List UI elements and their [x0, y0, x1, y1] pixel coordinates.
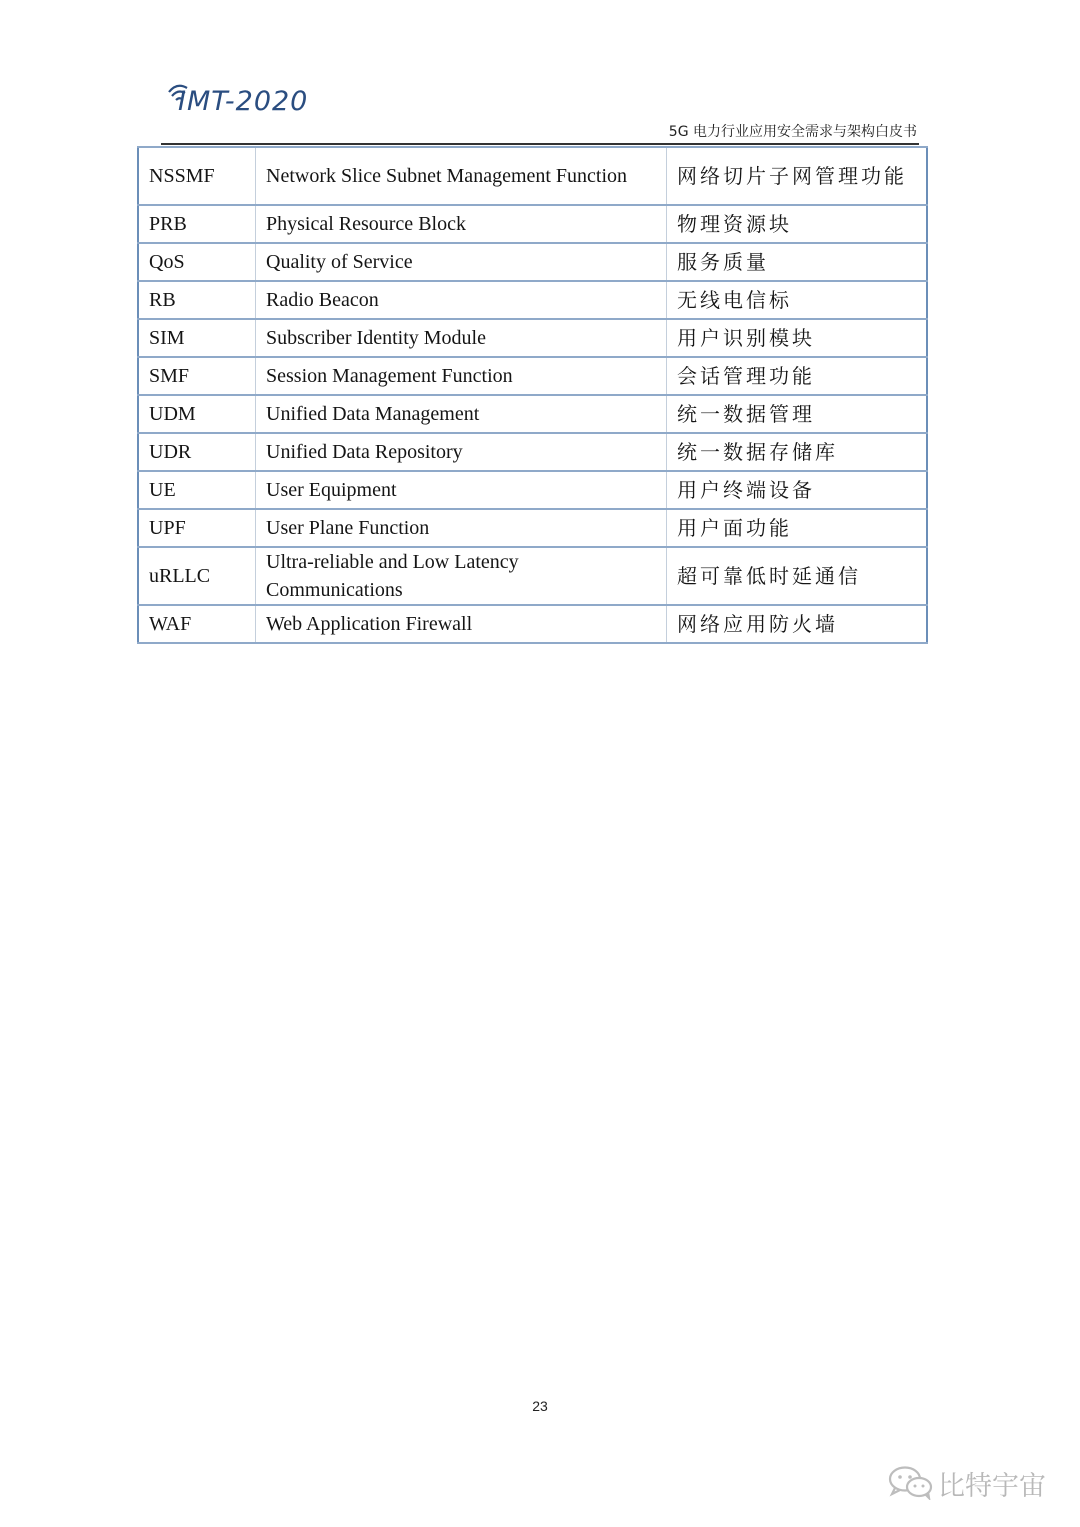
table-row [138, 147, 927, 205]
english-cell: Radio Beacon [256, 281, 667, 319]
english-cell: Unified Data Repository [256, 433, 667, 471]
english-cell: Web Application Firewall [256, 605, 667, 643]
table-row [138, 509, 927, 547]
chinese-cell: 超可靠低时延通信 [667, 547, 928, 605]
abbr-cell: WAF [138, 605, 256, 643]
document-title: 5G 电力行业应用安全需求与架构白皮书 [668, 124, 917, 140]
abbr-cell: SMF [138, 357, 256, 395]
english-cell: Network Slice Subnet Management Function [256, 147, 667, 205]
english-cell: Physical Resource Block [256, 205, 667, 243]
table-row [138, 547, 927, 605]
english-cell: Ultra-reliable and Low Latency Communications [256, 547, 667, 605]
abbr-cell: UDR [138, 433, 256, 471]
wechat-icon [886, 1464, 936, 1500]
abbr-cell: UE [138, 471, 256, 509]
abbreviation-table [137, 146, 928, 644]
table-row [138, 243, 927, 281]
english-cell: Session Management Function [256, 357, 667, 395]
logo-text: IMT-2020 [178, 86, 309, 117]
abbr-cell: NSSMF [138, 147, 256, 205]
english-cell: Quality of Service [256, 243, 667, 281]
english-cell: User Plane Function [256, 509, 667, 547]
english-cell: Unified Data Management [256, 395, 667, 433]
chinese-cell: 用户识别模块 [667, 319, 928, 357]
english-cell: User Equipment [256, 471, 667, 509]
watermark-text: 比特宇宙 [938, 1471, 1046, 1502]
chinese-cell: 会话管理功能 [667, 357, 928, 395]
table-row [138, 205, 927, 243]
chinese-cell: 网络切片子网管理功能 [667, 147, 928, 205]
chinese-cell: 无线电信标 [667, 281, 928, 319]
abbr-cell: RB [138, 281, 256, 319]
chinese-cell: 统一数据存储库 [667, 433, 928, 471]
watermark [886, 1462, 1056, 1502]
chinese-cell: 服务质量 [667, 243, 928, 281]
table-row [138, 395, 927, 433]
table-row [138, 281, 927, 319]
table-row [138, 605, 927, 643]
abbr-cell: QoS [138, 243, 256, 281]
abbr-cell: UPF [138, 509, 256, 547]
page-number: 23 [532, 1398, 548, 1414]
abbr-cell: SIM [138, 319, 256, 357]
chinese-cell: 网络应用防火墙 [667, 605, 928, 643]
table-row [138, 319, 927, 357]
table-row [138, 433, 927, 471]
abbr-cell: PRB [138, 205, 256, 243]
chinese-cell: 用户终端设备 [667, 471, 928, 509]
header-rule [161, 143, 919, 145]
chinese-cell: 统一数据管理 [667, 395, 928, 433]
chinese-cell: 物理资源块 [667, 205, 928, 243]
english-cell: Subscriber Identity Module [256, 319, 667, 357]
table-row [138, 471, 927, 509]
chinese-cell: 用户面功能 [667, 509, 928, 547]
abbr-cell: UDM [138, 395, 256, 433]
table-row [138, 357, 927, 395]
abbr-cell: uRLLC [138, 547, 256, 605]
